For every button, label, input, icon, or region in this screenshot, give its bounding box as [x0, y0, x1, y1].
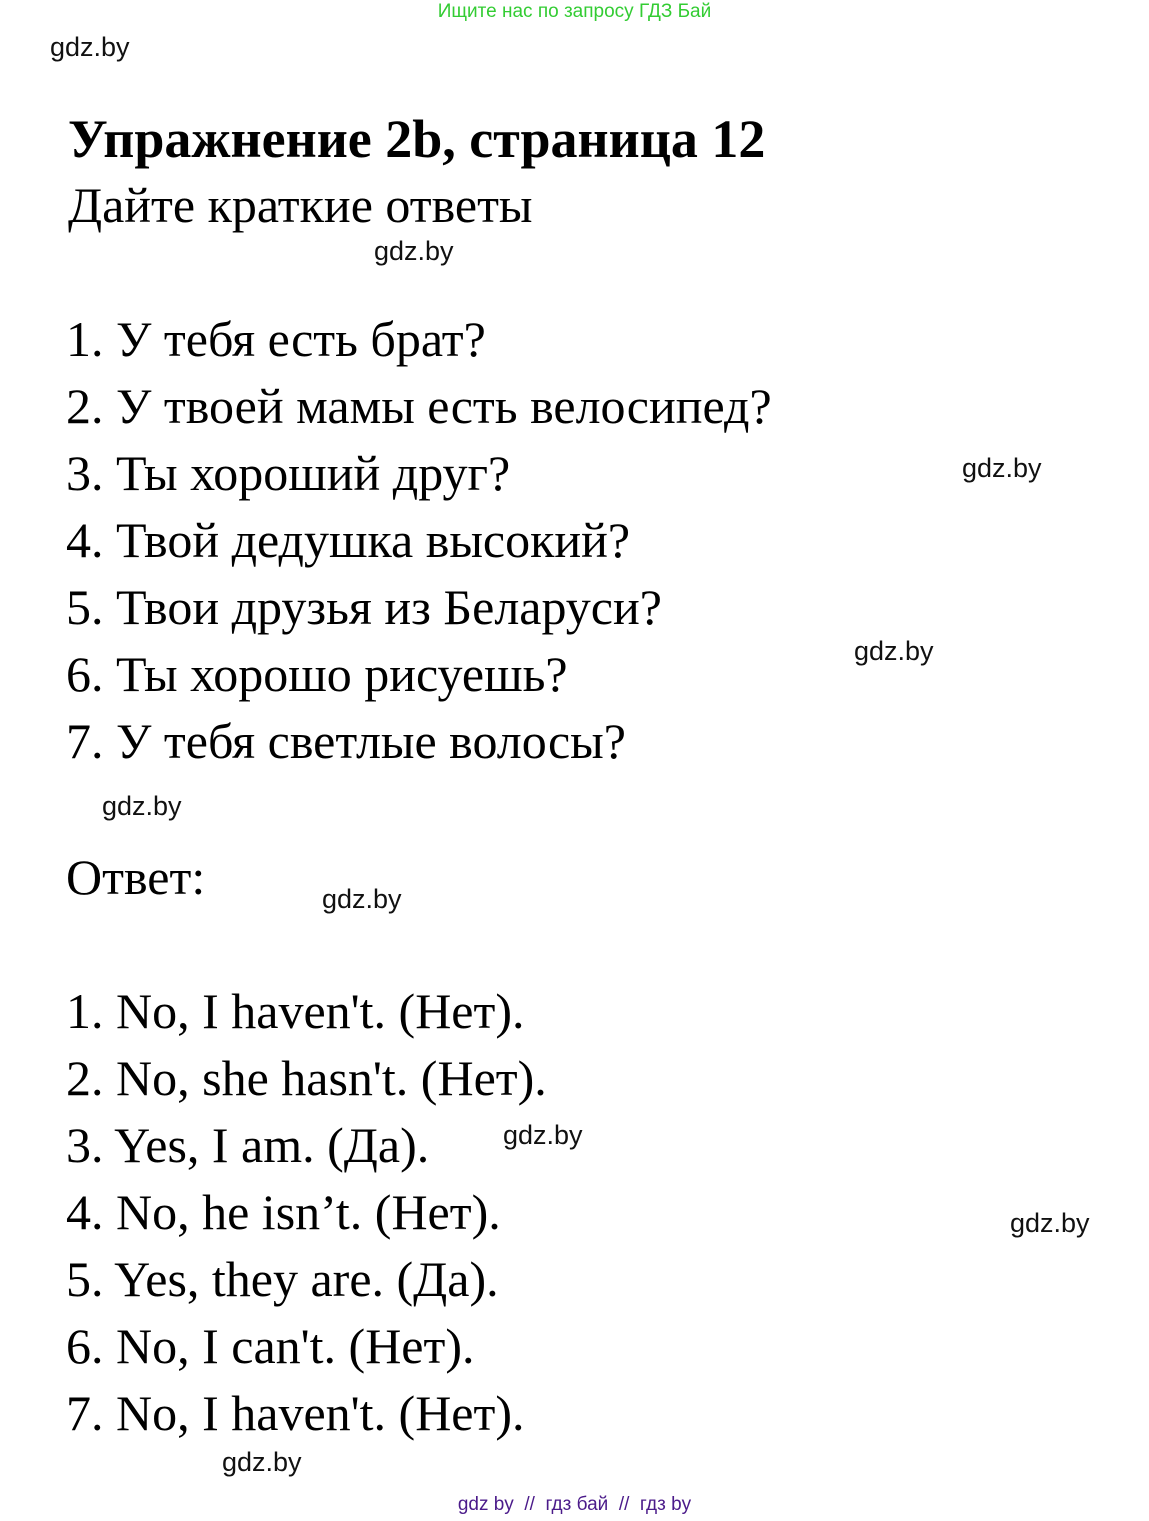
- watermark: gdz.by: [1010, 1208, 1090, 1238]
- answer-label: Ответ:: [66, 849, 206, 905]
- watermark: gdz.by: [854, 636, 934, 666]
- question-item: 2. У твоей мамы есть велосипед?: [66, 378, 772, 434]
- task-instruction: Дайте краткие ответы: [68, 177, 533, 233]
- question-item: 5. Твои друзья из Беларуси?: [66, 579, 662, 635]
- watermark: gdz.by: [102, 791, 182, 821]
- answer-item: 1. No, I haven't. (Нет).: [66, 983, 525, 1039]
- answer-item: 3. Yes, I am. (Да).: [66, 1117, 430, 1173]
- answer-item: 7. No, I haven't. (Нет).: [66, 1385, 525, 1441]
- question-item: 4. Твой дедушка высокий?: [66, 512, 631, 568]
- question-item: 1. У тебя есть брат?: [66, 311, 486, 367]
- answer-item: 6. No, I can't. (Нет).: [66, 1318, 475, 1374]
- answer-item: 2. No, she hasn't. (Нет).: [66, 1050, 547, 1106]
- question-item: 3. Ты хороший друг?: [66, 445, 511, 501]
- watermark: gdz.by: [962, 453, 1042, 483]
- watermark: gdz.by: [503, 1120, 583, 1150]
- watermark: gdz.by: [374, 236, 454, 266]
- answer-item: 4. No, he isn’t. (Нет).: [66, 1184, 501, 1240]
- header-banner[interactable]: Ищите нас по запросу ГДЗ Бай: [437, 1, 712, 22]
- question-item: 6. Ты хорошо рисуешь?: [66, 646, 568, 702]
- watermark: gdz.by: [322, 884, 402, 914]
- answer-item: 5. Yes, they are. (Да).: [66, 1251, 499, 1307]
- page-title: Упражнение 2b, страница 12: [68, 109, 766, 169]
- question-item: 7. У тебя светлые волосы?: [66, 713, 626, 769]
- watermark: gdz.by: [222, 1447, 302, 1477]
- footer-links[interactable]: gdz by // гдз бай // гдз by: [457, 1494, 692, 1515]
- watermark: gdz.by: [50, 32, 130, 62]
